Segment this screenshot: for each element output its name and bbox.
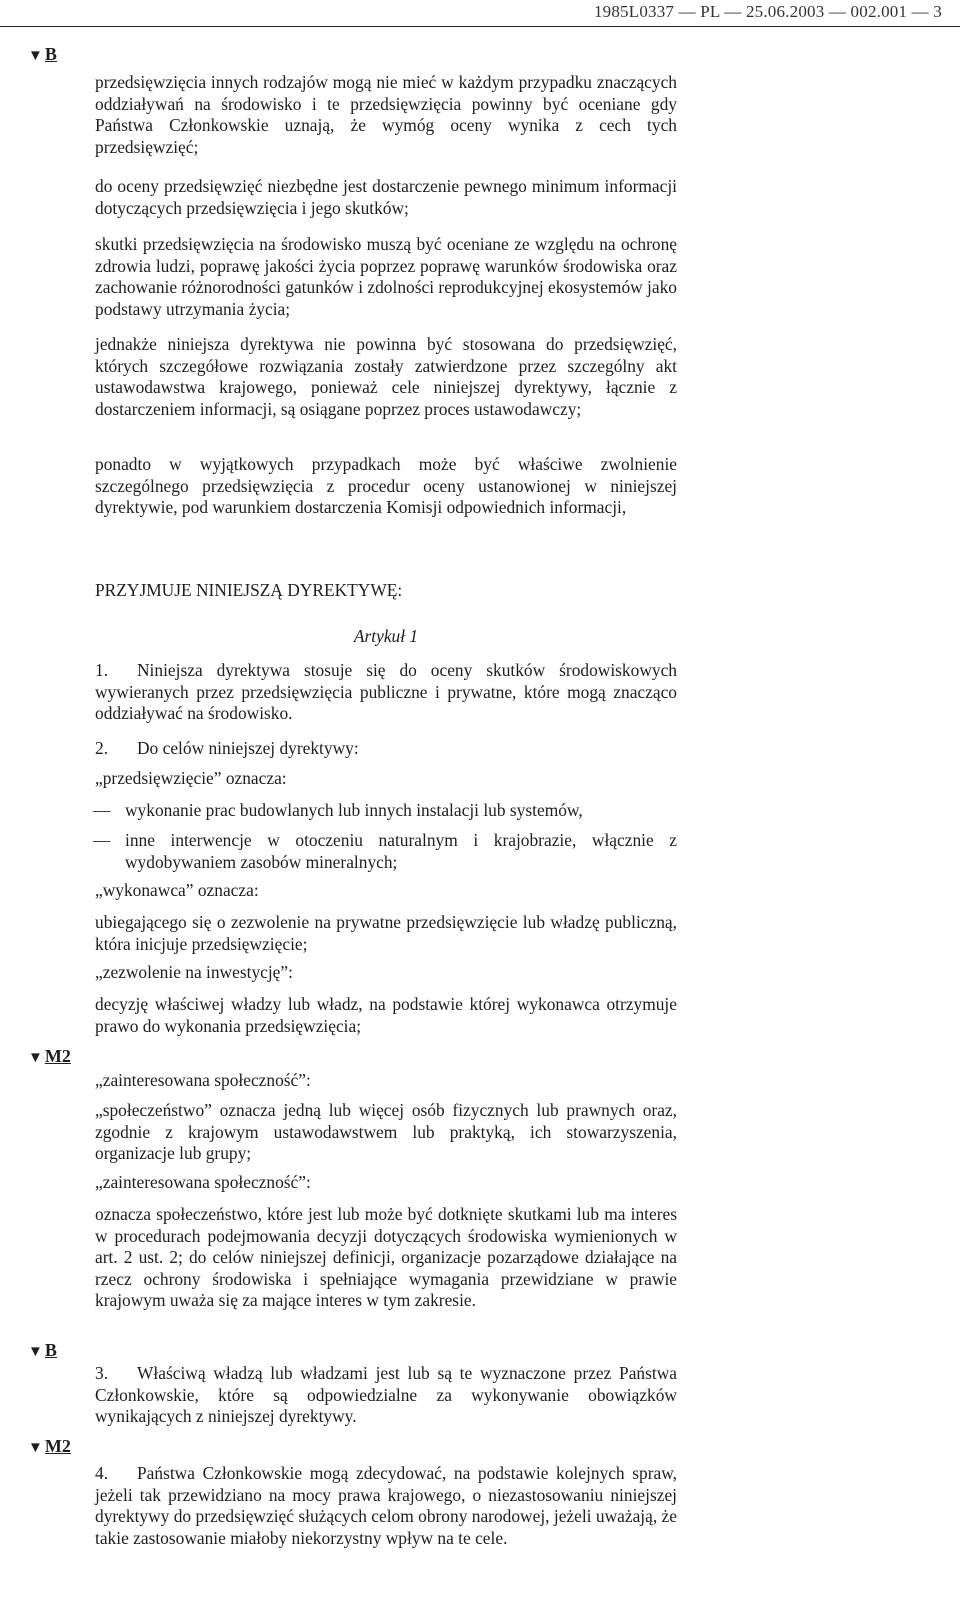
dash-mark: — (93, 800, 111, 820)
preamble-text: ponadto w wyjątkowych przypadkach może być właściwe zwolnienie szczególnego przedsięwzięcia z procedur oceny ustanowionej w niniejszej dyrektywie, pod warunkiem dostarczenia Komisji odpowiednich informacji, (95, 454, 677, 518)
preamble-text: jednakże niniejsza dyrektywa nie powinna być stosowana do przedsięwzięć, których szczegółowe rozwiązania zostały zatwierdzone przez szczególny akt ustawodawstwa krajowego, ponieważ cele niniejszej dyrektywy, łącznie z dostarczeniem informacji, są osiągane poprzez proces ustawodawczy; (95, 334, 677, 419)
triangle-down-icon: ▼ (28, 1440, 43, 1456)
definition-body: decyzję właściwej władzy lub władz, na podstawie której wykonawca otrzymuje prawo do wykonania przedsięwzięcia; (95, 994, 677, 1036)
definition-body: oznacza społeczeństwo, które jest lub może być dotknięte skutkami lub ma interes w procedurach podejmowania decyzji dotyczących środowiska wymienionych w art. 2 ust. 2; do celów niniejszej definicji, organizacje pozarządowe działające na rzecz ochrony środowiska i spełniające wymagania przewidziane w prawie krajowym uważa się za mające interes w tym zakresie. (95, 1204, 677, 1311)
document-reference: 1985L0337 — PL — 25.06.2003 — 002.001 — 3 (593, 2, 942, 21)
paragraph-text: Niniejsza dyrektywa stosuje się do oceny skutków środowiskowych wywieranych przez przedsięwzięcia publiczne i prywatne, które mogą znacząco oddziaływać na środowisko. (95, 660, 677, 724)
paragraph-text: Do celów niniejszej dyrektywy: (137, 738, 359, 758)
adoption-formula (95, 580, 677, 602)
triangle-down-icon: ▼ (28, 1344, 43, 1360)
article-paragraph-1 (95, 660, 677, 725)
preamble-paragraph (95, 176, 677, 219)
definition-term: „zainteresowana społeczność”: (95, 1070, 311, 1090)
definition-term: „zezwolenie na inwestycję”: (95, 962, 293, 982)
dash-mark: — (93, 830, 111, 850)
marker-code: B (44, 44, 57, 64)
amendment-marker-m2 (28, 1436, 71, 1457)
definition-text (95, 912, 677, 955)
preamble-paragraph (95, 454, 677, 519)
amendment-marker-m2 (28, 1046, 71, 1067)
preamble-paragraph (95, 334, 677, 420)
page-header (0, 0, 960, 27)
marker-code: M2 (44, 1436, 71, 1456)
definition-term: „zainteresowana społeczność”: (95, 1172, 311, 1192)
triangle-down-icon: ▼ (28, 48, 43, 64)
definition-term: „przedsięwzięcie” oznacza: (95, 768, 287, 788)
triangle-down-icon: ▼ (28, 1050, 43, 1066)
definition-term: „wykonawca” oznacza: (95, 880, 259, 900)
paragraph-number: 4. (95, 1463, 109, 1483)
marker-code: M2 (44, 1046, 71, 1066)
article-paragraph-4 (95, 1463, 677, 1549)
preamble-paragraph (95, 72, 677, 158)
adoption-text: PRZYJMUJE NINIEJSZĄ DYREKTYWĘ: (95, 580, 403, 600)
article-paragraph-3 (95, 1363, 677, 1428)
amendment-marker-b (28, 1340, 57, 1361)
preamble-text: skutki przedsięwzięcia na środowisko muszą być oceniane ze względu na ochronę zdrowia ludzi, poprawę jakości życia poprzez poprawę warunków środowiska oraz zachowanie różnorodności gatunków i zdolności reprodukcyjnej ekosystemów jako podstawy utrzymania życia; (95, 234, 677, 319)
dash-text: inne interwencje w otoczeniu naturalnym i krajobrazie, włącznie z wydobywaniem zasobów mineralnych; (125, 830, 677, 872)
preamble-text: do oceny przedsięwzięć niezbędne jest dostarczenie pewnego minimum informacji dotyczących przedsięwzięcia i jego skutków; (95, 176, 677, 218)
preamble-text: przedsięwzięcia innych rodzajów mogą nie mieć w każdym przypadku znaczących oddziaływań na środowisko i te przedsięwzięcia powinny być oceniane gdy Państwa Członkowskie uznają, że wymóg oceny wynika z cech tych przedsięwzięć; (95, 72, 677, 157)
definition-text (95, 1100, 677, 1165)
definition-text (95, 1204, 677, 1312)
definition-dash-item (95, 800, 677, 822)
paragraph-number: 1. (95, 660, 109, 680)
definition-text (95, 994, 677, 1037)
amendment-marker-b (28, 44, 57, 65)
definition-dash-item (95, 830, 677, 873)
definition-body: ubiegającego się o zezwolenie na prywatne przedsięwzięcie lub władzę publiczną, która inicjuje przedsięwzięcie; (95, 912, 677, 954)
paragraph-text: Państwa Członkowskie mogą zdecydować, na podstawie kolejnych spraw, jeżeli tak przewidziano na mocy prawa krajowego, o niezastosowaniu niniejszej dyrektywy do przedsięwzięć służących celom obrony narodowej, jeżeli uważają, że takie zastosowanie miałoby niekorzystny wpływ na te cele. (95, 1463, 677, 1548)
paragraph-number: 3. (95, 1363, 109, 1383)
marker-code: B (44, 1340, 57, 1360)
dash-text: wykonanie prac budowlanych lub innych instalacji lub systemów, (125, 800, 583, 820)
article-title: Artykuł 1 (353, 626, 419, 646)
preamble-paragraph (95, 234, 677, 320)
paragraph-text: Właściwą władzą lub władzami jest lub są te wyznaczone przez Państwa Członkowskie, które są odpowiedzialne za wykonywanie obowiązków wynikających z niniejszej dyrektywy. (95, 1363, 677, 1427)
definition-body: „społeczeństwo” oznacza jedną lub więcej osób fizycznych lub prawnych oraz, zgodnie z krajowym ustawodawstwem lub praktyką, ich stowarzyszenia, organizacje lub grupy; (95, 1100, 677, 1164)
paragraph-number: 2. (95, 738, 109, 758)
article-paragraph-2 (95, 738, 677, 760)
